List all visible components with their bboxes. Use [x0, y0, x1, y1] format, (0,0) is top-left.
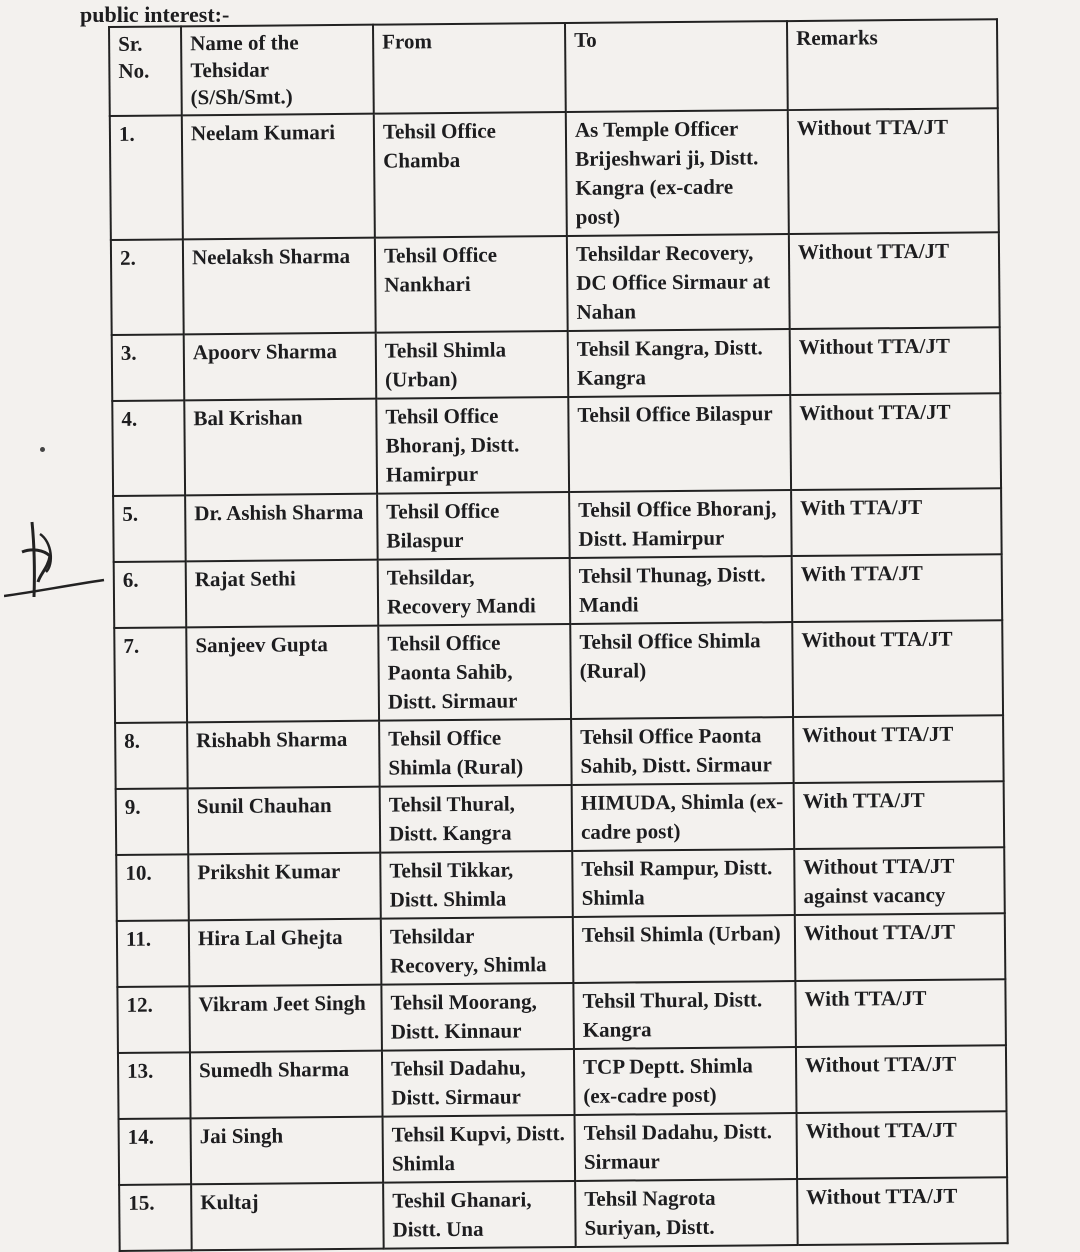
cell-remarks: Without TTA/JT: [789, 232, 1000, 329]
table-row: [111, 232, 1000, 335]
header-sr-no: Sr. No.: [109, 26, 182, 116]
cell-remarks: Without TTA/JT: [796, 1045, 1007, 1113]
cell-to: Tehsil Office Paonta Sahib, Distt. Sirmaur: [571, 717, 794, 785]
cell-name: Rishabh Sharma: [187, 721, 380, 789]
cell-name: Sanjeev Gupta: [186, 626, 379, 723]
cell-sr: 14.: [119, 1118, 192, 1185]
table-row: [116, 847, 1005, 921]
cell-name: Jai Singh: [191, 1117, 384, 1185]
cell-sr: 1.: [110, 115, 183, 240]
cell-to: As Temple Officer Brijeshwari ji, Distt. Kangra (ex-cadre post): [566, 110, 789, 236]
cell-remarks: With TTA/JT: [791, 488, 1002, 556]
cell-sr: 4.: [112, 400, 185, 496]
cell-remarks: Without TTA/JT: [790, 393, 1001, 490]
cell-from: Tehsil Dadahu, Distt. Sirmaur: [382, 1049, 575, 1117]
cell-sr: 13.: [118, 1052, 191, 1119]
cell-to: HIMUDA, Shimla (ex-cadre post): [572, 783, 795, 851]
cell-name: Bal Krishan: [184, 399, 377, 496]
cell-sr: 8.: [115, 722, 188, 789]
cell-from: Tehsil Tikkar, Distt. Shimla: [380, 851, 573, 919]
cell-remarks: Without TTA/JT: [790, 327, 1001, 395]
table-row: [117, 913, 1006, 987]
cell-from: Tehsil Office Paonta Sahib, Distt. Sirmaur: [378, 624, 571, 721]
cell-sr: 6.: [114, 561, 187, 628]
cell-to: Tehsil Office Bilaspur: [568, 395, 791, 492]
cell-remarks: With TTA/JT: [794, 781, 1005, 849]
table-row: [115, 715, 1004, 789]
cell-from: Teshil Ghanari, Distt. Una: [383, 1181, 576, 1249]
table-header-row: [109, 19, 998, 116]
cell-to: Tehsildar Recovery, DC Office Sirmaur at Nahan: [567, 234, 790, 331]
cell-sr: 5.: [113, 495, 186, 562]
cell-from: Tehsil Office Chamba: [374, 112, 567, 238]
cell-to: Tehsil Shimla (Urban): [573, 915, 796, 983]
table-row: [113, 488, 1002, 562]
table-row: [114, 620, 1003, 723]
table-row: [117, 979, 1006, 1053]
cell-to: Tehsil Thural, Distt. Kangra: [573, 981, 796, 1049]
cell-from: Tehsildar, Recovery Mandi: [378, 558, 571, 626]
cell-name: Prikshit Kumar: [188, 853, 381, 921]
cell-from: Tehsil Office Bhoranj, Distt. Hamirpur: [376, 397, 569, 494]
cell-to: Tehsil Rampur, Distt. Shimla: [572, 849, 795, 917]
cell-remarks: With TTA/JT: [795, 979, 1006, 1047]
cell-sr: 3.: [112, 334, 185, 401]
cell-name: Vikram Jeet Singh: [189, 985, 382, 1053]
table-row: [119, 1177, 1008, 1251]
cell-name: Neelaksh Sharma: [183, 238, 376, 335]
cell-sr: 12.: [117, 986, 190, 1053]
cell-from: Tehsil Thural, Distt. Kangra: [380, 785, 573, 853]
cell-from: Tehsil Shimla (Urban): [376, 331, 569, 399]
table-row: [112, 393, 1001, 496]
cell-name: Apoorv Sharma: [184, 333, 377, 401]
cell-sr: 11.: [117, 920, 190, 987]
cell-to: Tehsil Kangra, Distt. Kangra: [568, 329, 791, 397]
cell-name: Rajat Sethi: [186, 560, 379, 628]
header-remarks: Remarks: [787, 19, 998, 110]
cell-name: Sunil Chauhan: [188, 787, 381, 855]
cell-name: Neelam Kumari: [182, 114, 375, 240]
cell-to: Tehsil Office Shimla (Rural): [570, 622, 793, 719]
cell-to: TCP Deptt. Shimla (ex-cadre post): [574, 1047, 797, 1115]
cell-remarks: Without TTA/JT: [797, 1177, 1008, 1245]
header-to: To: [565, 21, 788, 112]
margin-dot: [40, 447, 45, 452]
cell-remarks: Without TTA/JT: [793, 715, 1004, 783]
cell-from: Tehsildar Recovery, Shimla: [381, 917, 574, 985]
cell-remarks: Without TTA/JT: [797, 1111, 1008, 1179]
cell-from: Tehsil Office Shimla (Rural): [379, 719, 572, 787]
cell-remarks: Without TTA/JT: [788, 108, 999, 234]
cell-sr: 15.: [119, 1184, 192, 1251]
cell-from: Tehsil Moorang, Distt. Kinnaur: [381, 983, 574, 1051]
intro-text: public interest:-: [80, 2, 230, 27]
cell-sr: 10.: [116, 854, 189, 921]
handwritten-signature: [4, 512, 114, 612]
cell-remarks: Without TTA/JT against vacancy: [794, 847, 1005, 915]
table-row: [116, 781, 1005, 855]
cell-to: Tehsil Nagrota Suriyan, Distt.: [575, 1179, 798, 1247]
table-row: [112, 327, 1001, 401]
cell-remarks: With TTA/JT: [792, 554, 1003, 622]
cell-name: Kultaj: [191, 1183, 384, 1251]
table-row: [118, 1045, 1007, 1119]
cell-from: Tehsil Kupvi, Distt. Shimla: [383, 1115, 576, 1183]
cell-sr: 9.: [116, 788, 189, 855]
cell-to: Tehsil Office Bhoranj, Distt. Hamirpur: [569, 490, 792, 558]
header-from: From: [373, 23, 566, 114]
cell-to: Tehsil Thunag, Distt. Mandi: [570, 556, 793, 624]
header-name: Name of the Tehsidar (S/Sh/Smt.): [181, 25, 374, 116]
cell-to: Tehsil Dadahu, Distt. Sirmaur: [575, 1113, 798, 1181]
cell-sr: 2.: [111, 239, 184, 335]
transfer-table: [108, 18, 1009, 1252]
cell-sr: 7.: [114, 627, 187, 723]
cell-name: Sumedh Sharma: [190, 1051, 383, 1119]
cell-name: Hira Lal Ghejta: [189, 919, 382, 987]
table-row: [110, 108, 999, 240]
cell-remarks: Without TTA/JT: [792, 620, 1003, 717]
table-row: [114, 554, 1003, 628]
table-row: [119, 1111, 1008, 1185]
cell-from: Tehsil Office Bilaspur: [377, 492, 570, 560]
cell-name: Dr. Ashish Sharma: [185, 494, 378, 562]
cell-remarks: Without TTA/JT: [795, 913, 1006, 981]
cell-from: Tehsil Office Nankhari: [375, 236, 568, 333]
